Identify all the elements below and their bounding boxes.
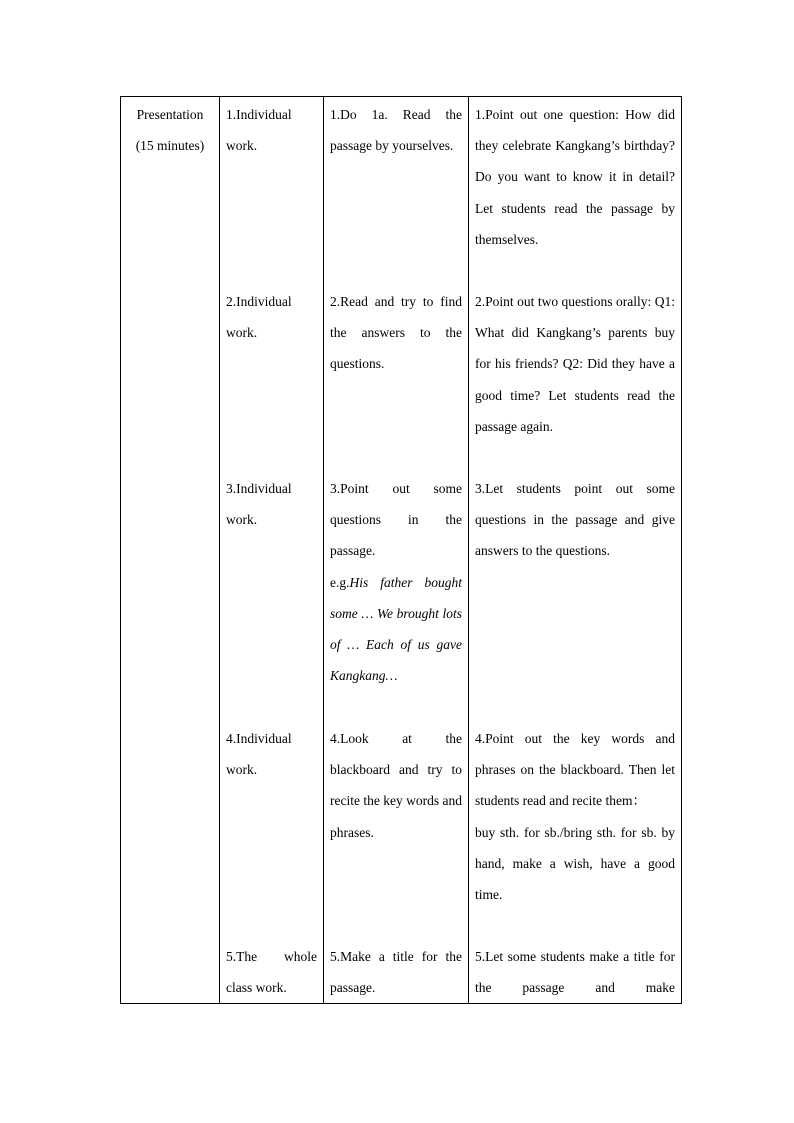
student-activity-column bbox=[324, 97, 469, 1004]
teacher-activity-column bbox=[469, 97, 682, 1004]
teacher-5: 5.Let some students make a title for the passage and make bbox=[475, 949, 675, 996]
stage-name: Presentation bbox=[136, 107, 204, 122]
mode-3: 3.Individual work. bbox=[226, 481, 292, 528]
teacher-1: 1.Point out one question: How did they celebrate Kangkang’s birthday? Do you want to know it in detail? Let students read the passage by themselves. bbox=[475, 107, 675, 247]
teacher-4-text: 4.Point out the key words and phrases on the blackboard. Then let students read and recite them： bbox=[475, 731, 675, 809]
teacher-3: 3.Let students point out some questions in the passage and give answers to the questions. bbox=[475, 481, 675, 559]
stage-cell bbox=[121, 97, 220, 1004]
student-2: 2.Read and try to find the answers to the questions. bbox=[330, 294, 462, 372]
presentation-stage-row bbox=[121, 97, 682, 1004]
student-4: 4.Look at the blackboard and try to recite the key words and phrases. bbox=[330, 731, 462, 840]
student-3-text: 3.Point out some questions in the passage. bbox=[330, 481, 462, 559]
student-5: 5.Make a title for the passage. bbox=[330, 949, 462, 996]
example-prefix: e.g. bbox=[330, 574, 350, 590]
mode-2: 2.Individual work. bbox=[226, 294, 292, 341]
mode-5: 5.The whole class work. bbox=[226, 949, 317, 996]
mode-4: 4.Individual work. bbox=[226, 731, 292, 778]
student-3-example bbox=[330, 567, 462, 692]
teacher-2: 2.Point out two questions orally: Q1: What did Kangkang’s parents buy for his friends? Q2: Did they have a good time? Let students read the passage again. bbox=[475, 294, 675, 434]
student-1: 1.Do 1a. Read the passage by yourselves. bbox=[330, 107, 462, 154]
teacher-4-phrases: buy sth. for sb./bring sth. for sb. by hand, make a wish, have a good time. bbox=[475, 824, 675, 903]
student-3 bbox=[330, 473, 462, 723]
mode-1: 1.Individual work. bbox=[226, 107, 292, 154]
teacher-4 bbox=[475, 723, 675, 941]
stage-time: (15 minutes) bbox=[135, 138, 205, 154]
example-sentences: His father bought some … We brought lots of … Each of us gave Kangkang… bbox=[330, 574, 462, 684]
mode-column bbox=[220, 97, 324, 1004]
lesson-plan-table bbox=[120, 96, 682, 1004]
